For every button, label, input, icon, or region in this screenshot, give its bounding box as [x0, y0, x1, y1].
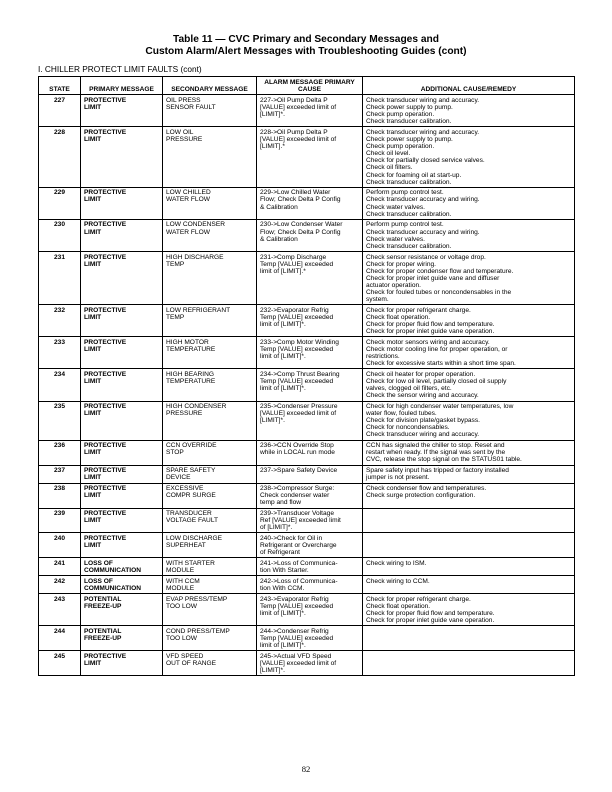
- primary-message-cell: PROTECTIVE LIMIT: [81, 252, 163, 305]
- table-row: [39, 626, 575, 651]
- secondary-message-cell: CCN OVERRIDE STOP: [163, 440, 257, 465]
- primary-cause-cell: 237->Spare Safety Device: [257, 465, 363, 483]
- cause-remedy-cell: Check wiring to CCM.: [363, 576, 575, 594]
- primary-cause-cell: 227->Oil Pump Delta P [VALUE] exceeded limit of [LIMIT]*.: [257, 95, 363, 127]
- table-row: [39, 252, 575, 305]
- cause-remedy-cell: CCN has signaled the chiller to stop. Reset and restart when ready. If the signal was sent by the CVC, release the stop signal on the STATUS01 table.: [363, 440, 575, 465]
- table-row: [39, 219, 575, 251]
- primary-message-cell: PROTECTIVE LIMIT: [81, 508, 163, 533]
- state-cell: 243: [39, 594, 81, 626]
- primary-message-cell: LOSS OF COMMUNICATION: [81, 558, 163, 576]
- secondary-message-cell: LOW REFRIGERANT TEMP: [163, 305, 257, 337]
- cause-remedy-cell: [363, 651, 575, 676]
- secondary-message-cell: HIGH BEARING TEMPERATURE: [163, 369, 257, 401]
- table-row: [39, 483, 575, 508]
- title-line-2: Custom Alarm/Alert Messages with Troubleshooting Guides (cont): [145, 46, 467, 57]
- primary-message-cell: PROTECTIVE LIMIT: [81, 440, 163, 465]
- state-cell: 239: [39, 508, 81, 533]
- primary-message-cell: PROTECTIVE LIMIT: [81, 95, 163, 127]
- secondary-message-cell: HIGH MOTOR TEMPERATURE: [163, 337, 257, 369]
- table-body: [39, 95, 575, 676]
- primary-message-cell: POTENTIAL FREEZE-UP: [81, 594, 163, 626]
- primary-cause-cell: 233->Comp Motor Winding Temp [VALUE] exceeded limit of [LIMIT]*.: [257, 337, 363, 369]
- secondary-message-cell: LOW CONDENSER WATER FLOW: [163, 219, 257, 251]
- secondary-message-cell: LOW DISCHARGE SUPERHEAT: [163, 533, 257, 558]
- primary-message-cell: PROTECTIVE LIMIT: [81, 337, 163, 369]
- state-cell: 238: [39, 483, 81, 508]
- cause-remedy-cell: Check for high condenser water temperatures, low water flow, fouled tubes. Check for division plate/gasket bypass. Check for noncondensables. Check transducer wiring and accuracy.: [363, 401, 575, 440]
- primary-message-cell: POTENTIAL FREEZE-UP: [81, 626, 163, 651]
- state-cell: 227: [39, 95, 81, 127]
- title-line-1: Table 11 — CVC Primary and Secondary Messages and: [173, 34, 439, 45]
- cause-remedy-cell: [363, 508, 575, 533]
- secondary-message-cell: VFD SPEED OUT OF RANGE: [163, 651, 257, 676]
- table-row: [39, 576, 575, 594]
- primary-message-cell: PROTECTIVE LIMIT: [81, 219, 163, 251]
- cause-remedy-cell: Check wiring to ISM.: [363, 558, 575, 576]
- state-cell: 237: [39, 465, 81, 483]
- state-cell: 229: [39, 187, 81, 219]
- primary-cause-cell: 228->Oil Pump Delta P [VALUE] exceeded limit of [LIMIT].*: [257, 127, 363, 187]
- primary-cause-cell: 235->Condenser Pressure [VALUE] exceeded limit of [LIMIT]*.: [257, 401, 363, 440]
- secondary-message-cell: EVAP PRESS/TEMP TOO LOW: [163, 594, 257, 626]
- secondary-message-cell: LOW CHILLED WATER FLOW: [163, 187, 257, 219]
- state-cell: 230: [39, 219, 81, 251]
- table-row: [39, 594, 575, 626]
- table-row: [39, 533, 575, 558]
- header-primary-cause: ALARM MESSAGE PRIMARY CAUSE: [257, 77, 363, 95]
- secondary-message-cell: WITH CCM MODULE: [163, 576, 257, 594]
- state-cell: 232: [39, 305, 81, 337]
- secondary-message-cell: COND PRESS/TEMP TOO LOW: [163, 626, 257, 651]
- cause-remedy-cell: Check condenser flow and temperatures. Check surge protection configuration.: [363, 483, 575, 508]
- table-row: [39, 465, 575, 483]
- state-cell: 242: [39, 576, 81, 594]
- table-header-row: [39, 77, 575, 95]
- primary-message-cell: LOSS OF COMMUNICATION: [81, 576, 163, 594]
- secondary-message-cell: HIGH DISCHARGE TEMP: [163, 252, 257, 305]
- primary-cause-cell: 238->Compressor Surge: Check condenser water temp and flow: [257, 483, 363, 508]
- cause-remedy-cell: Perform pump control test. Check transducer accuracy and wiring. Check water valves. Check transducer calibration.: [363, 219, 575, 251]
- header-primary-message: PRIMARY MESSAGE: [81, 77, 163, 95]
- primary-cause-cell: 236->CCN Override Stop while in LOCAL run mode: [257, 440, 363, 465]
- table-row: [39, 651, 575, 676]
- table-title: [0, 34, 612, 58]
- table-row: [39, 187, 575, 219]
- primary-cause-cell: 229->Low Chilled Water Flow; Check Delta P Config & Calibration: [257, 187, 363, 219]
- primary-message-cell: PROTECTIVE LIMIT: [81, 187, 163, 219]
- state-cell: 231: [39, 252, 81, 305]
- secondary-message-cell: SPARE SAFETY DEVICE: [163, 465, 257, 483]
- state-cell: 236: [39, 440, 81, 465]
- primary-cause-cell: 231->Comp Discharge Temp [VALUE] exceeded limit of [LIMIT].*: [257, 252, 363, 305]
- cause-remedy-cell: Check motor sensors wiring and accuracy. Check motor cooling line for proper operation, or restrictions. Check for excessive starts within a short time span.: [363, 337, 575, 369]
- page-number: 82: [301, 764, 311, 774]
- primary-cause-cell: 244->Condenser Refrig Temp [VALUE] exceeded limit of [LIMIT]*.: [257, 626, 363, 651]
- primary-cause-cell: 242->Loss of Communica- tion With CCM.: [257, 576, 363, 594]
- state-cell: 241: [39, 558, 81, 576]
- section-label: I. CHILLER PROTECT LIMIT FAULTS (cont): [38, 64, 202, 74]
- primary-cause-cell: 245->Actual VFD Speed [VALUE] exceeded limit of [LIMIT]*.: [257, 651, 363, 676]
- primary-message-cell: PROTECTIVE LIMIT: [81, 533, 163, 558]
- primary-cause-cell: 230->Low Condenser Water Flow; Check Delta P Config & Calibration: [257, 219, 363, 251]
- cause-remedy-cell: Spare safety input has tripped or factory installed jumper is not present.: [363, 465, 575, 483]
- state-cell: 228: [39, 127, 81, 187]
- secondary-message-cell: LOW OIL PRESSURE: [163, 127, 257, 187]
- secondary-message-cell: WITH STARTER MODULE: [163, 558, 257, 576]
- state-cell: 233: [39, 337, 81, 369]
- troubleshooting-table: [38, 76, 575, 676]
- secondary-message-cell: TRANSDUCER VOLTAGE FAULT: [163, 508, 257, 533]
- table-row: [39, 440, 575, 465]
- primary-cause-cell: 239->Transducer Voltage Ref [VALUE] exceeded limit of [LIMIT]*.: [257, 508, 363, 533]
- cause-remedy-cell: Check oil heater for proper operation. Check for low oil level, partially closed oil supply valves, clogged oil filters, etc. Check the sensor wiring and accuracy.: [363, 369, 575, 401]
- primary-message-cell: PROTECTIVE LIMIT: [81, 369, 163, 401]
- table-row: [39, 95, 575, 127]
- primary-message-cell: PROTECTIVE LIMIT: [81, 651, 163, 676]
- primary-cause-cell: 234->Comp Thrust Bearing Temp [VALUE] exceeded limit of [LIMIT]*.: [257, 369, 363, 401]
- state-cell: 235: [39, 401, 81, 440]
- header-secondary-message: SECONDARY MESSAGE: [163, 77, 257, 95]
- primary-message-cell: PROTECTIVE LIMIT: [81, 483, 163, 508]
- table-row: [39, 127, 575, 187]
- state-cell: 245: [39, 651, 81, 676]
- primary-cause-cell: 241->Loss of Communica- tion With Starter.: [257, 558, 363, 576]
- table-row: [39, 401, 575, 440]
- table-row: [39, 508, 575, 533]
- cause-remedy-cell: Perform pump control test. Check transducer accuracy and wiring. Check water valves. Check transducer calibration.: [363, 187, 575, 219]
- cause-remedy-cell: Check for proper refrigerant charge. Check float operation. Check for proper fluid flow and temperature. Check for proper inlet guide vane operation.: [363, 594, 575, 626]
- primary-cause-cell: 243->Evaporator Refrig Temp [VALUE] exceeded limit of [LIMIT]*.: [257, 594, 363, 626]
- secondary-message-cell: OIL PRESS SENSOR FAULT: [163, 95, 257, 127]
- state-cell: 244: [39, 626, 81, 651]
- primary-message-cell: PROTECTIVE LIMIT: [81, 465, 163, 483]
- cause-remedy-cell: [363, 533, 575, 558]
- cause-remedy-cell: Check transducer wiring and accuracy. Check power supply to pump. Check pump operation. Check oil level. Check for partially closed service valves. Check oil filters. Check for foaming oil at start-up. Check transducer calibration.: [363, 127, 575, 187]
- secondary-message-cell: EXCESSIVE COMPR SURGE: [163, 483, 257, 508]
- cause-remedy-cell: Check for proper refrigerant charge. Check float operation. Check for proper fluid flow and temperature. Check for proper inlet guide vane operation.: [363, 305, 575, 337]
- header-state: STATE: [39, 77, 81, 95]
- state-cell: 240: [39, 533, 81, 558]
- header-cause-remedy: ADDITIONAL CAUSE/REMEDY: [363, 77, 575, 95]
- cause-remedy-cell: Check sensor resistance or voltage drop. Check for proper wiring. Check for proper condenser flow and temperature. Check for proper inlet guide vane and diffuser actuator operation. Check for fouled tubes or noncondensables in the system.: [363, 252, 575, 305]
- primary-message-cell: PROTECTIVE LIMIT: [81, 127, 163, 187]
- primary-cause-cell: 240->Check for Oil in Refrigerant or Overcharge of Refrigerant: [257, 533, 363, 558]
- cause-remedy-cell: [363, 626, 575, 651]
- table-row: [39, 305, 575, 337]
- cause-remedy-cell: Check transducer wiring and accuracy. Check power supply to pump. Check pump operation. Check transducer calibration.: [363, 95, 575, 127]
- primary-message-cell: PROTECTIVE LIMIT: [81, 401, 163, 440]
- primary-cause-cell: 232->Evaporator Refrig Temp [VALUE] exceeded limit of [LIMIT]*.: [257, 305, 363, 337]
- table-row: [39, 337, 575, 369]
- table-row: [39, 558, 575, 576]
- table-row: [39, 369, 575, 401]
- secondary-message-cell: HIGH CONDENSER PRESSURE: [163, 401, 257, 440]
- primary-message-cell: PROTECTIVE LIMIT: [81, 305, 163, 337]
- state-cell: 234: [39, 369, 81, 401]
